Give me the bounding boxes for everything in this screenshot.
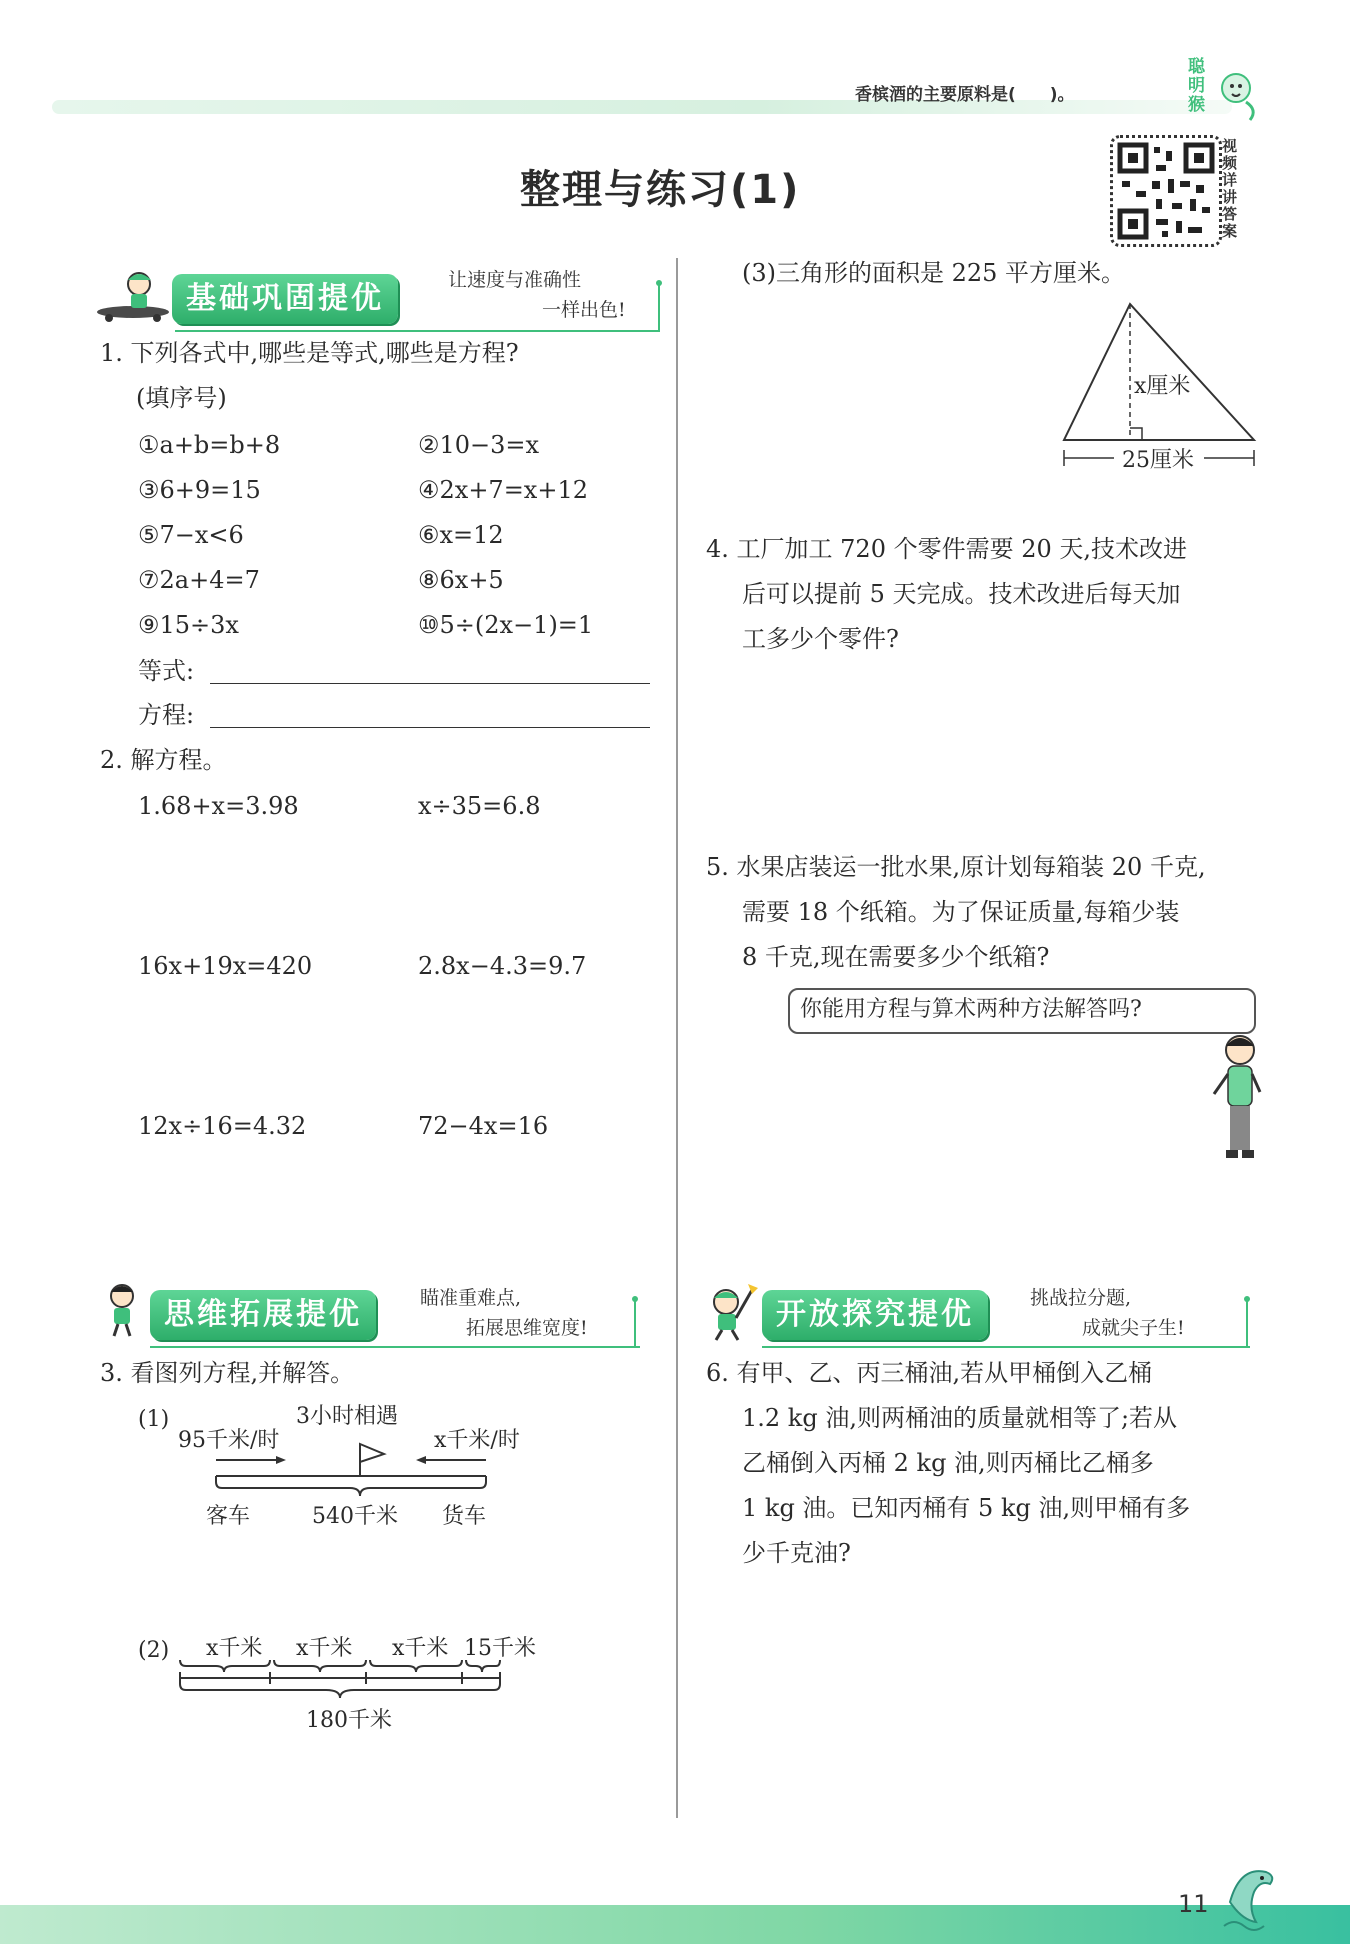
footer-band [0,1905,1350,1944]
skateboard-kid-icon [95,268,175,324]
q1-item: ⑨15÷3x [138,611,239,639]
section-underline [150,1346,640,1348]
q2-equation: 72−4x=16 [418,1112,549,1140]
diagram-segment-label: x千米 [206,1636,263,1661]
dolphin-icon [1220,1862,1280,1934]
q1-item: ②10−3=x [418,431,540,459]
diagram-total-label: 180千米 [306,1708,392,1733]
section-motto-2: 一样出色! [542,299,626,321]
section-motto-1: 挑战拉分题, [1030,1287,1132,1309]
q1-equation-answer-line[interactable] [210,683,650,684]
section-motto-2: 拓展思维宽度! [466,1317,588,1339]
q4-line: 后可以提前 5 天完成。技术改进后每天加 [742,580,1181,608]
segment-line-diagram [176,1656,506,1710]
qr-code-icon[interactable] [1110,135,1222,247]
section-banner-basic: 基础巩固提优 [172,274,398,324]
q3-3-stem: (3)三角形的面积是 225 平方厘米。 [742,259,1126,287]
q5-line: 5. 水果店装运一批水果,原计划每箱装 20 千克, [706,853,1206,881]
q2-equation: 12x÷16=4.32 [138,1112,307,1140]
section-vline [1246,1299,1248,1347]
q5-line: 需要 18 个纸箱。为了保证质量,每箱少装 [742,898,1180,926]
q4-line: 4. 工厂加工 720 个零件需要 20 天,技术改进 [706,535,1188,563]
q1-item: ⑤7−x<6 [138,521,244,549]
section-underline [762,1346,1250,1348]
diagram-right-speed: x千米/时 [434,1428,520,1453]
section-motto-1: 让速度与准确性 [448,269,582,291]
q1-fangcheng-label: 方程: [138,701,195,729]
q2-equation: x÷35=6.8 [418,792,541,820]
speech-bubble [788,988,1256,1034]
diagram-segment-label: 15千米 [464,1636,536,1661]
q6-line: 1 kg 油。已知丙桶有 5 kg 油,则甲桶有多 [742,1494,1191,1522]
q6-line: 少千克油? [742,1539,851,1567]
q3-sub-number: (1) [138,1407,170,1432]
diagram-meet-label: 3小时相遇 [296,1404,398,1429]
q1-item: ④2x+7=x+12 [418,476,588,504]
q1-stem: 1. 下列各式中,哪些是等式,哪些是方程? [100,339,519,367]
q2-stem: 2. 解方程。 [100,746,227,774]
q1-item: ⑩5÷(2x−1)=1 [418,611,594,639]
q2-equation: 16x+19x=420 [138,952,313,980]
section-vline [634,1299,636,1347]
section-motto-2: 成就尖子生! [1082,1317,1185,1339]
q1-fangcheng-answer-line[interactable] [210,727,650,728]
q4-line: 工多少个零件? [742,625,899,653]
diagram-distance: 540千米 [312,1504,398,1529]
section-motto-1: 瞄准重难点, [420,1287,522,1309]
q3-stem: 3. 看图列方程,并解答。 [100,1359,355,1387]
q3-sub-number: (2) [138,1638,170,1663]
speech-bubble-text: 你能用方程与算术两种方法解答吗? [800,997,1142,1022]
q1-item: ①a+b=b+8 [138,431,281,459]
student-girl-icon [1208,1030,1268,1166]
diagram-left-speed: 95千米/时 [178,1428,280,1453]
q1-item: ③6+9=15 [138,476,261,504]
triangle-base-label: 25厘米 [1122,448,1194,473]
q1-item: ⑧6x+5 [418,566,504,594]
q6-line: 6. 有甲、乙、丙三桶油,若从甲桶倒入乙桶 [706,1359,1153,1387]
diagram-segment-label: x千米 [392,1636,449,1661]
qr-label: 视频详讲答案 [1222,137,1238,240]
q6-line: 1.2 kg 油,则两桶油的质量就相等了;若从 [742,1404,1178,1432]
thinking-kid-icon [98,1282,146,1338]
q1-stem-2: (填序号) [136,384,227,412]
q1-item: ⑥x=12 [418,521,504,549]
meeting-line-diagram [210,1440,490,1500]
diagram-car-passenger: 客车 [206,1504,251,1529]
mascot-label: 聪明猴 [1188,57,1205,115]
triangle-height-label: x厘米 [1134,374,1191,399]
q5-line: 8 千克,现在需要多少个纸箱? [742,943,1050,971]
header-tip: 香槟酒的主要原料是( )。 [855,85,1075,105]
page-title: 整理与练习(1) [520,167,801,213]
q6-line: 乙桶倒入丙桶 2 kg 油,则丙桶比乙桶多 [742,1449,1154,1477]
column-divider [676,258,678,1818]
section-banner-thinking: 思维拓展提优 [150,1290,376,1340]
cheering-kid-icon [700,1280,760,1342]
q2-equation: 1.68+x=3.98 [138,792,299,820]
page-number: 11 [1178,1890,1209,1918]
section-underline [175,330,660,332]
section-vline [658,283,660,331]
section-banner-open: 开放探究提优 [762,1290,988,1340]
diagram-segment-label: x千米 [296,1636,353,1661]
q2-equation: 2.8x−4.3=9.7 [418,952,587,980]
diagram-car-freight: 货车 [442,1504,487,1529]
q1-equation-label: 等式: [138,657,195,685]
q1-item: ⑦2a+4=7 [138,566,260,594]
